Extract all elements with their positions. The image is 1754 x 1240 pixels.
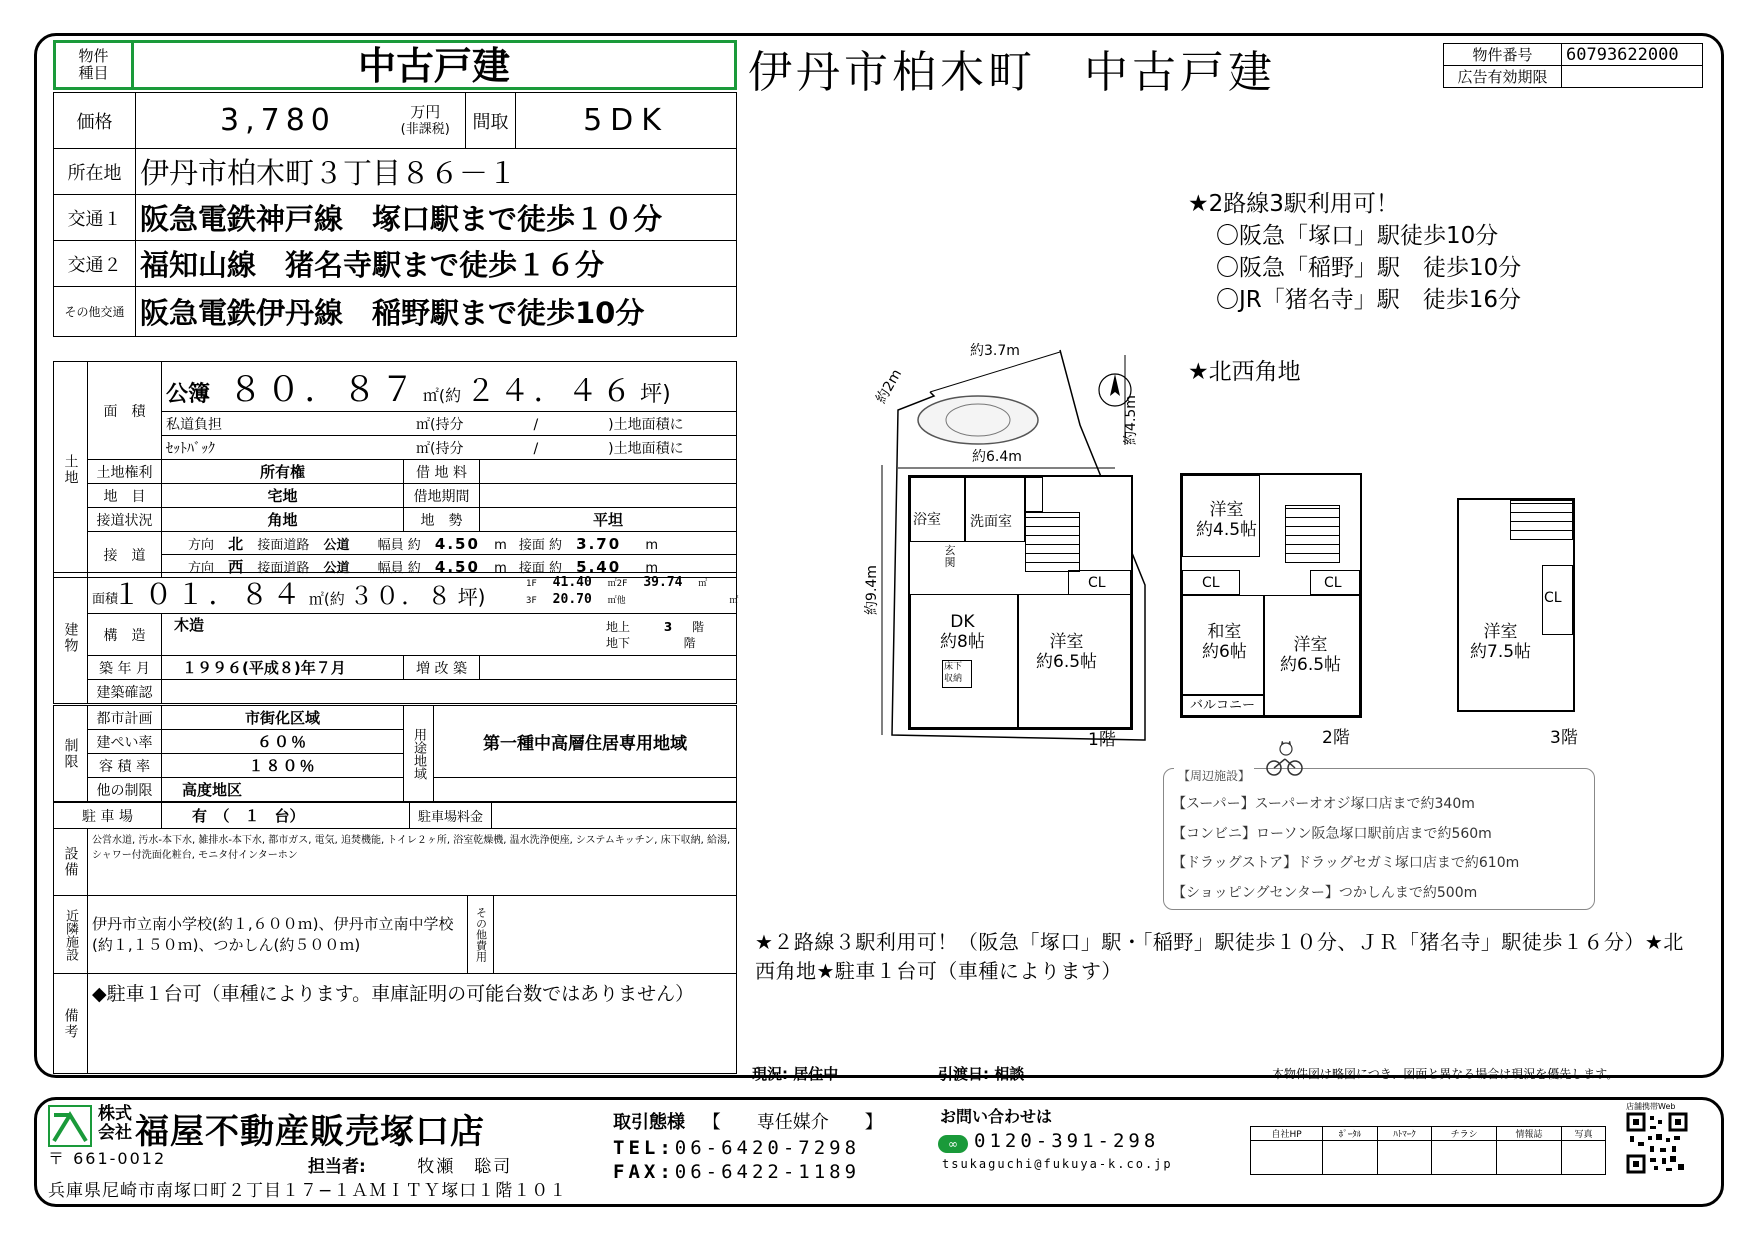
- transit2-value: 福知山線 猪名寺駅まで徒歩１６分: [136, 241, 737, 287]
- floor2-label: 2階: [1322, 728, 1350, 748]
- dk-label: DK 約8帖: [940, 612, 985, 652]
- building-floor-areas: [526, 575, 738, 609]
- parking-table: [53, 802, 737, 829]
- f1-label: 1F: [526, 579, 537, 589]
- type-label: 物件種目: [56, 43, 134, 87]
- fax-label: FAX:: [613, 1161, 675, 1183]
- company-prefix: 株式会社: [98, 1104, 132, 1143]
- lease-fee-label: 借 地 料: [404, 460, 480, 484]
- setback-share: ㎡(持分 / )土地面積に: [416, 440, 684, 457]
- remarks-value: ◆駐車１台可（車種によります。車庫証明の可能台数ではありません）: [88, 974, 737, 1074]
- road2-type-label: 接面道路: [257, 560, 310, 576]
- stairs-2f: [1285, 505, 1340, 563]
- page-title: [748, 36, 1276, 100]
- renov-label: 増 改 築: [404, 656, 480, 680]
- private-road-label: 私道負担: [166, 416, 222, 433]
- price-label: 価格: [54, 93, 136, 149]
- f1-value: 41.40: [552, 575, 592, 590]
- media-col-6: 写真: [1561, 1127, 1605, 1141]
- entrance-label: 玄関: [944, 544, 956, 569]
- land-tsubo: ２４．４６: [465, 374, 636, 409]
- address-value: 伊丹市柏木町３丁目８６－１: [136, 149, 737, 195]
- road1-type-label: 接面道路: [257, 537, 310, 553]
- f2-value: 39.74: [643, 575, 683, 590]
- rights-label: 土地権利: [88, 460, 162, 484]
- ad-valid-label: 広告有効期限: [1444, 66, 1562, 88]
- road2-face: 5.40: [576, 557, 622, 576]
- company-logo-icon: [48, 1105, 92, 1147]
- building-area-label: 面積: [92, 592, 119, 607]
- feature-3: 〇阪急「稲野」駅 徒歩10分: [1216, 255, 1522, 281]
- land-table: [53, 361, 737, 578]
- type-box: [53, 40, 737, 90]
- surroundings-title: 【周辺施設】: [1174, 767, 1254, 784]
- parking-fee-label: 駐車場料金: [410, 803, 492, 829]
- lease-fee-value: [480, 460, 737, 484]
- west2b-label: 洋室 約6.5帖: [1280, 635, 1342, 675]
- zone-label: 用途地域: [404, 706, 434, 802]
- road1-width: 4.50: [434, 534, 480, 553]
- city-plan-label: 都市計画: [88, 706, 162, 730]
- land-area-value: ８０．８７: [228, 370, 419, 410]
- parking-label: 駐 車 場: [54, 803, 162, 829]
- media-col-5: 情報誌: [1497, 1127, 1562, 1141]
- inquiry-label: お問い合わせは: [940, 1107, 1053, 1126]
- road2-type: 公道: [323, 560, 350, 576]
- parking-fee-value: [492, 803, 737, 829]
- road2-face-label: 接面 約: [518, 560, 563, 576]
- setback-cell: [162, 436, 737, 460]
- floor3-label: 3階: [1550, 728, 1578, 748]
- nearby-table: [53, 895, 737, 974]
- road2-dir-label: 方向: [188, 560, 215, 576]
- west1-label: 洋室 約6.5帖: [1036, 632, 1098, 672]
- road1-m2: m: [645, 537, 658, 553]
- road2-m1: m: [494, 560, 507, 576]
- terrain-label: 地 勢: [404, 508, 480, 532]
- road1-m1: m: [494, 537, 507, 553]
- price-unit-cell: [386, 93, 466, 149]
- cl-2f-b-label: CL: [1324, 575, 1342, 591]
- road1-face-label: 接面 約: [518, 537, 563, 553]
- media-header-row: [1251, 1127, 1606, 1141]
- parking-value: 有 （ １ 台）: [162, 803, 410, 829]
- road1-dir-label: 方向: [188, 537, 215, 553]
- ad-valid-value: [1562, 66, 1703, 88]
- feature-4: 〇JR「猪名寺」駅 徒歩16分: [1216, 287, 1522, 313]
- zone-value: 第一種中高層住居専用地域: [434, 706, 737, 778]
- media-col-1: 自社HP: [1251, 1127, 1323, 1141]
- floor-plan: [860, 330, 1600, 750]
- postal-code: 〒 661-0012: [48, 1149, 167, 1168]
- transit1-value: 阪急電鉄神戸線 塚口駅まで徒歩１０分: [136, 195, 737, 241]
- above-label: 地上: [606, 620, 631, 634]
- facilities-table: [53, 828, 737, 896]
- above-value: 3: [663, 620, 673, 634]
- cl-3f-label: CL: [1544, 590, 1562, 606]
- car-icon: [918, 396, 1038, 444]
- cl-1f-label: CL: [1088, 575, 1106, 591]
- road2-width-label: 幅員 約: [377, 560, 421, 576]
- terrain-value: 平坦: [480, 508, 737, 532]
- tel-value: 06-6420-7298: [674, 1137, 861, 1159]
- status-current: [752, 1063, 838, 1084]
- confirm-value: [162, 680, 737, 704]
- remarks-table: [53, 973, 737, 1074]
- surroundings-box: [1163, 768, 1595, 910]
- company-address: 兵庫県尼崎市南塚口町２丁目１７−１ＡＭＩＴＹ塚口１階１０１: [48, 1181, 568, 1201]
- transit2-label: 交通２: [54, 241, 136, 287]
- transit3-label: その他交通: [54, 287, 136, 337]
- land-tsubo-unit: 坪): [640, 382, 671, 407]
- status-current-label: 現況:: [752, 1065, 788, 1083]
- freedial-icon: ∞: [938, 1135, 968, 1153]
- facilities-label: 設備: [54, 829, 88, 896]
- email: tsukaguchi@fukuya-k.co.jp: [942, 1157, 1173, 1171]
- land-area-label: 面 積: [88, 362, 162, 460]
- road2-m2: m: [645, 560, 658, 576]
- status-current-value: 居住中: [793, 1065, 839, 1083]
- bcr-value: ６０％: [162, 730, 404, 754]
- balcony-label: バルコニー: [1190, 698, 1256, 713]
- lease-term-label: 借地期間: [404, 484, 480, 508]
- confirm-label: 建築確認: [88, 680, 162, 704]
- status-move-label: 引渡日:: [938, 1065, 989, 1083]
- other-restrict-label: 他の制限: [88, 778, 162, 802]
- private-road-cell: [162, 412, 737, 436]
- person-label: 担当者:: [308, 1157, 366, 1177]
- built-label: 築 年 月: [88, 656, 162, 680]
- tel-block: [613, 1137, 860, 1159]
- bcr-label: 建ぺい率: [88, 730, 162, 754]
- toilet: [1025, 477, 1043, 512]
- company-name: [135, 1104, 485, 1153]
- feature-5: ★北西角地: [1188, 359, 1301, 385]
- nearby-value: 伊丹市立南小学校(約１,６００ｍ)、伊丹市立南中学校(約１,１５０ｍ)、つかしん(約５００ｍ): [88, 896, 468, 974]
- facilities-value: 公営水道, 汚水-本下水, 雑排水-本下水, 都市ガス, 電気, 追焚機能, トイレ２ヶ所, 浴室乾燥機, 温水洗浄便座, システムキッチン, 床下収納, 給湯, シャワー付洗面化粧台, モニタ付インターホン: [88, 829, 737, 896]
- cl-2f-a-label: CL: [1202, 575, 1220, 591]
- type-value: 中古戸建: [357, 44, 510, 88]
- dim-top: 約3.7m: [970, 343, 1020, 359]
- status-move: [938, 1063, 1024, 1084]
- structure-label: 構 造: [88, 614, 162, 656]
- person-block: [308, 1152, 512, 1177]
- transit1-label: 交通１: [54, 195, 136, 241]
- category-value: 宅地: [162, 484, 404, 508]
- feature-1: ★2路線3駅利用可！: [1188, 191, 1399, 217]
- media-table: [1250, 1126, 1606, 1175]
- below-unit: 階: [683, 636, 696, 650]
- deal-value: 【 専任媒介 】: [702, 1112, 883, 1133]
- f2-sq: ㎡: [698, 579, 708, 589]
- road2-width: 4.50: [434, 557, 480, 576]
- f3-value: 20.70: [552, 592, 592, 607]
- structure-cell: [162, 614, 737, 656]
- west75-label: 洋室 約7.5帖: [1470, 622, 1532, 662]
- other-sq: ㎡: [729, 596, 739, 606]
- other-cost-value: [494, 896, 737, 974]
- city-plan-value: 市街化区域: [162, 706, 404, 730]
- dim-right: 約4.5m: [1122, 395, 1139, 445]
- building-section-label: 建物: [54, 573, 88, 704]
- wash-label: 洗面室: [970, 514, 1012, 530]
- stairs-3f: [1510, 500, 1573, 540]
- built-value: １９９６(平成８)年７月: [162, 656, 404, 680]
- land-area-cell: [162, 362, 737, 412]
- surroundings-item-2: 【コンビニ】ローソン阪急塚口駅前店まで約560m: [1172, 826, 1492, 842]
- qr-code-icon: [1626, 1112, 1688, 1174]
- price-unit: 万円: [410, 102, 441, 121]
- price-value: 3,780: [220, 103, 336, 138]
- deal-label: 取引態様: [613, 1112, 685, 1133]
- building-tsubo: ３０．８: [349, 582, 454, 610]
- wash-room: [965, 477, 1025, 542]
- prop-no-value: 60793622000: [1562, 44, 1703, 66]
- media-col-3: ﾊﾄﾏｰｸ: [1377, 1127, 1431, 1141]
- property-number-table: [1443, 43, 1703, 88]
- layout-label: 間取: [466, 93, 516, 149]
- building-area-value: １０１．８４: [112, 578, 305, 611]
- f2-label: ㎡2F: [607, 579, 628, 589]
- disclaimer: 本物件図は略図につき、図面と異なる場合は現況を優先します。: [1272, 1067, 1619, 1081]
- road1-face: 3.70: [576, 534, 622, 553]
- floor1-label: 1階: [1088, 730, 1116, 750]
- media-check-row: [1251, 1141, 1606, 1175]
- freedial-number: 0120-391-298: [974, 1130, 1160, 1152]
- title-city: 伊丹市柏木町: [748, 47, 1036, 98]
- deal-block: [613, 1108, 883, 1134]
- building-tsubo-unit: 坪): [457, 585, 486, 609]
- below-label: 地下: [606, 636, 631, 650]
- restrict-table: [53, 705, 737, 802]
- lease-term-value: [480, 484, 737, 508]
- road2-dir: 西: [228, 557, 244, 576]
- f3-label: 3F: [526, 596, 537, 606]
- setback-label: ｾｯﾄﾊﾞｯｸ: [166, 440, 215, 457]
- price-cell: [136, 93, 386, 149]
- land-area-unit: ㎡(約: [422, 386, 462, 405]
- bath-label: 浴室: [913, 512, 941, 528]
- pr-text: ★２路線３駅利用可！（阪急「塚口」駅・「稲野」駅徒歩１０分、ＪＲ「猪名寺」駅徒歩１６分）★北西角地★駐車１台可（車種によります）: [755, 930, 1684, 983]
- price-tax: (非課税): [400, 121, 450, 137]
- surroundings-item-1: 【スーパー】スーパーオオジ塚口店まで約340m: [1172, 796, 1475, 812]
- other-restrict-value: 高度地区: [162, 778, 404, 802]
- cat-bike-icon: [1264, 741, 1304, 777]
- far-label: 容 積 率: [88, 754, 162, 778]
- contact-value: 角地: [162, 508, 404, 532]
- media-col-2: ﾎﾟｰﾀﾙ: [1323, 1127, 1377, 1141]
- building-area-cell: [88, 573, 737, 614]
- summary-table: [53, 92, 737, 337]
- zone-empty: [434, 778, 737, 802]
- status-move-value: 相談: [994, 1065, 1025, 1083]
- nearby-label: 近隣施設: [54, 896, 88, 974]
- private-road-share: ㎡(持分 / )土地面積に: [416, 416, 684, 433]
- tel-label: TEL:: [613, 1137, 675, 1159]
- feature-list: [1188, 188, 1521, 316]
- title-type: 中古戸建: [1084, 47, 1276, 98]
- company-branch: 塚口店: [380, 1112, 485, 1152]
- above-unit: 階: [692, 620, 705, 634]
- other-label: ㎡他: [607, 596, 626, 606]
- dim-left: 約9.4m: [863, 565, 880, 615]
- floors-block: [606, 619, 704, 651]
- road1-row: [162, 532, 737, 555]
- west45-label: 洋室 約4.5帖: [1196, 500, 1258, 540]
- dim-mid: 約6.4m: [972, 449, 1022, 465]
- prop-no-label: 物件番号: [1444, 44, 1562, 66]
- category-label: 地 目: [88, 484, 162, 508]
- road-label: 接 道: [88, 532, 162, 578]
- surroundings-item-4: 【ショッピングセンター】つかしんまで約500m: [1172, 885, 1478, 901]
- road1-dir: 北: [228, 534, 244, 553]
- far-value: １８０％: [162, 754, 404, 778]
- qr-label: 店舗携帯Web: [1626, 1102, 1676, 1111]
- remarks-label: 備考: [54, 974, 88, 1074]
- building-table: [53, 572, 737, 704]
- company-name-text: 福屋不動産販売: [135, 1112, 380, 1152]
- media-col-4: チラシ: [1432, 1127, 1497, 1141]
- building-area-unit: ㎡(約: [308, 590, 345, 608]
- contact-label: 接道状況: [88, 508, 162, 532]
- land-koubo: 公簿: [166, 382, 211, 407]
- transit3-value: 阪急電鉄伊丹線 稲野駅まで徒歩10分: [136, 287, 737, 337]
- road1-width-label: 幅員 約: [377, 537, 421, 553]
- dim-left-top: 約2m: [873, 366, 906, 407]
- washitsu-label: 和室 約6帖: [1202, 622, 1247, 662]
- person-value: 牧瀬 聡司: [417, 1157, 513, 1177]
- layout-value: 5DK: [516, 93, 737, 149]
- stairs-1f: [1025, 512, 1080, 572]
- rights-value: 所有権: [162, 460, 404, 484]
- structure-value: 木造: [174, 616, 205, 634]
- restrict-section-label: 制限: [54, 706, 88, 802]
- other-cost-label: その他費用: [468, 896, 494, 974]
- road1-type: 公道: [323, 537, 350, 553]
- fax-block: [613, 1161, 860, 1183]
- renov-value: [480, 656, 737, 680]
- surroundings-item-3: 【ドラッグストア】ドラッグセガミ塚口店まで約610m: [1172, 855, 1520, 871]
- feature-2: 〇阪急「塚口」駅徒歩10分: [1216, 223, 1499, 249]
- address-label: 所在地: [54, 149, 136, 195]
- land-section-label: 土地: [54, 362, 88, 578]
- underfloor-label: 床下 収納: [944, 662, 963, 684]
- fax-value: 06-6422-1189: [674, 1161, 861, 1183]
